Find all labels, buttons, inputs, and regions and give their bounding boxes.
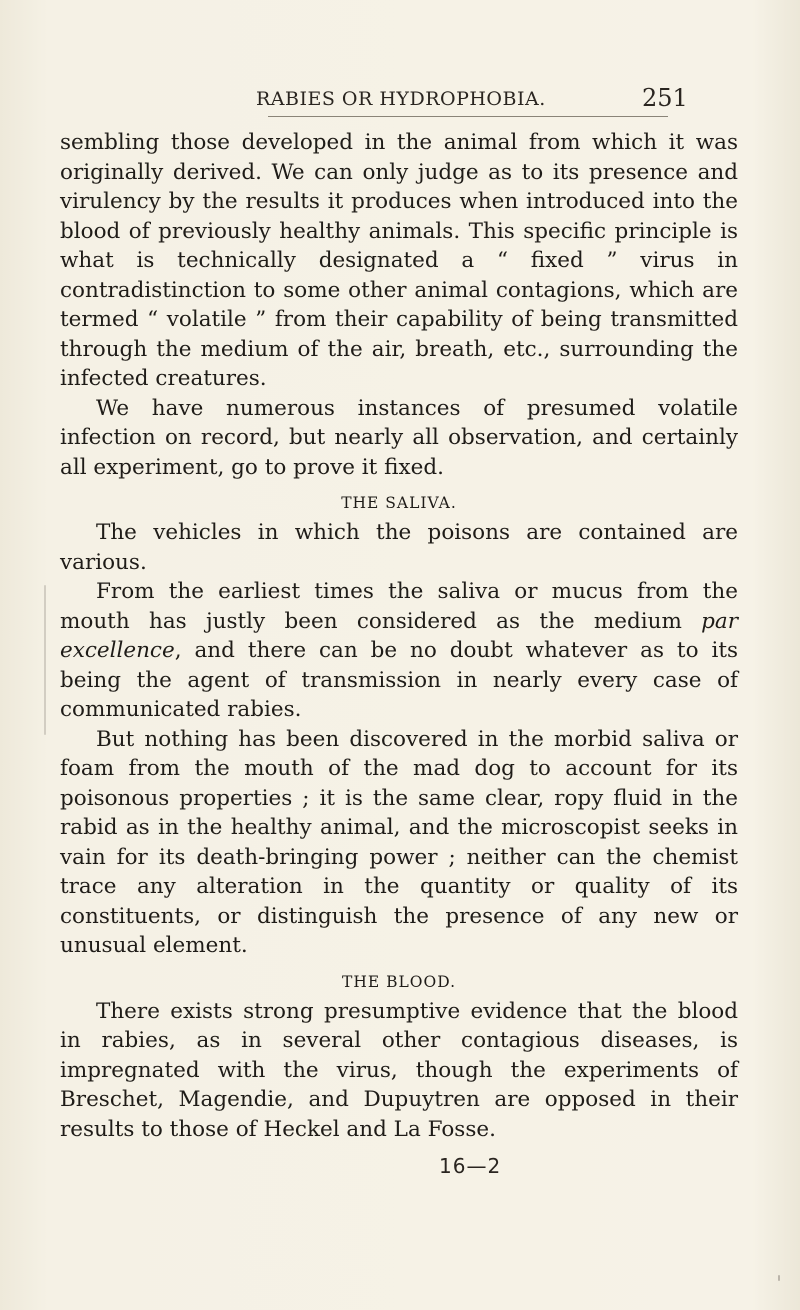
paragraph-saliva-medium [60, 577, 738, 725]
page-number: 251 [642, 84, 688, 112]
section-heading-saliva: THE SALIVA. [341, 494, 457, 512]
italic-phrase: par excellence [60, 608, 738, 663]
running-head: RABIES OR HYDROPHOBIA. [256, 88, 546, 110]
paragraph-continuation: sembling those developed in the animal from which it was originally derived. We can only judge as to its presence and virulency by the results it produces when introduced into the blood of previously healthy animals. This specific principle is what is technically designated a “ fixed ” virus in contradistinction to some other animal contagions, which are termed “ volatile ” from their capability of being transmitted through the medium of the air, breath, etc., surrounding the infected creatures. [60, 130, 738, 391]
margin-speck [778, 1275, 780, 1281]
paragraph-morbid-saliva: But nothing has been discovered in the morbid saliva or foam from the mouth of the mad dog to account for its poisonous properties ; it is the same clear, ropy fluid in the rabid as in the healthy animal, and the microscopist seeks in vain for its death-bringing power ; neither can the chemist trace any alteration in the quantity or quality of its constituents, or distinguish the presence of any new or unusual element. [60, 726, 738, 958]
header-rule [268, 116, 668, 117]
margin-speck [44, 585, 46, 735]
page-body [60, 128, 738, 1144]
paragraph-blood: There exists strong presumptive evidence that the blood in rabies, as in several other contagious diseases, is impregnated with the virus, though the experiments of Breschet, Magendie, and Dupuytren are opposed in their results to those of Heckel and La Fosse. [60, 998, 738, 1142]
signature-mark: 16—2 [439, 1154, 502, 1178]
saliva-text-end: , and there can be no doubt whatever as to its being the agent of transmission in nearly every case of communicated rabies. [60, 638, 738, 722]
section-heading-blood: THE BLOOD. [342, 972, 456, 991]
page-header [0, 84, 800, 120]
paragraph-volatile-infection: We have numerous instances of presumed volatile infection on record, but nearly all observation, and certainly all experiment, go to prove it fixed. [60, 395, 738, 480]
saliva-text-start: From the earliest times the saliva or mucus from the mouth has justly been considered as the medium [60, 579, 738, 634]
paragraph-vehicles: The vehicles in which the poisons are contained are various. [60, 520, 738, 575]
